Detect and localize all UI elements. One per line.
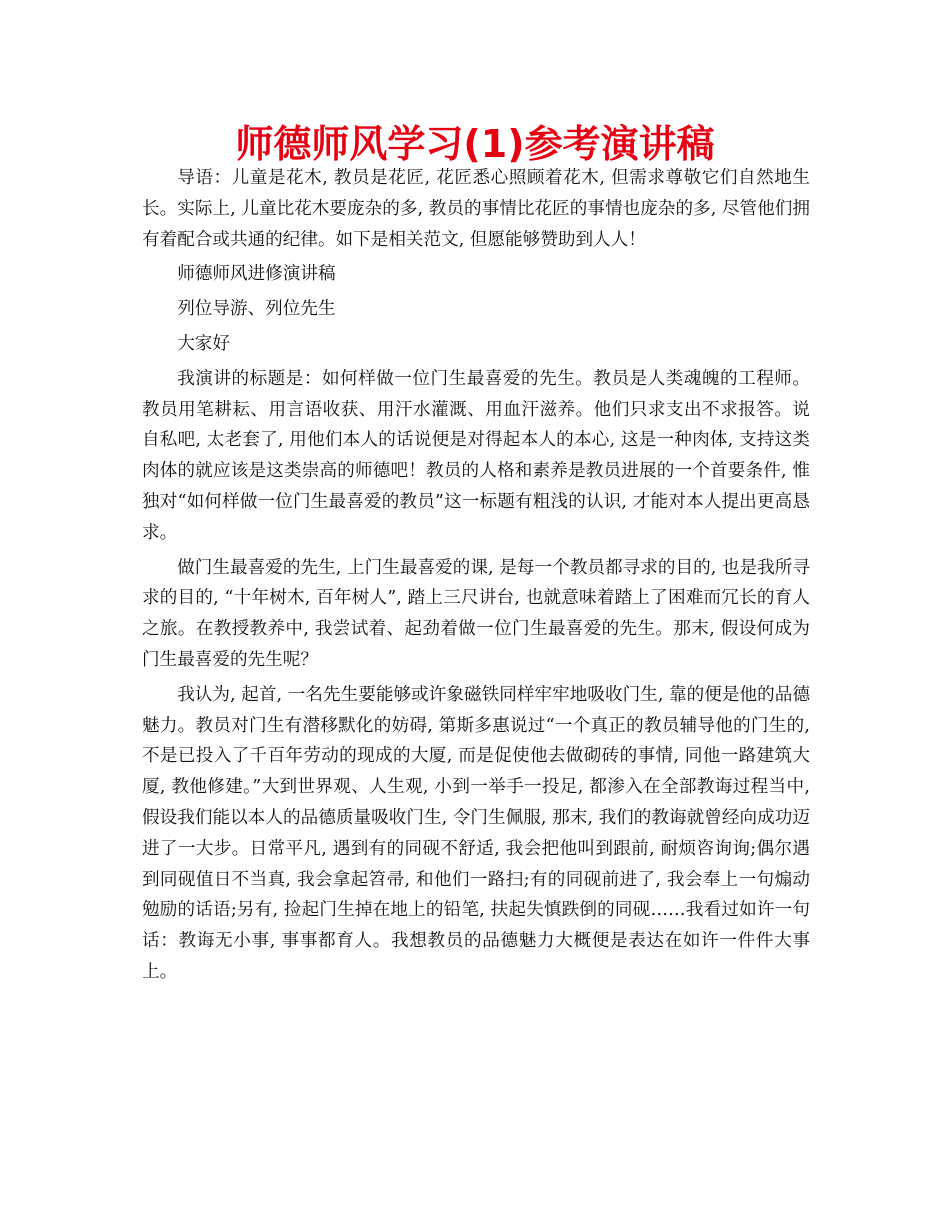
paragraph-salutation: 列位导游、列位先生 bbox=[177, 299, 336, 320]
paragraph-subtitle: 师德师风进修演讲稿 bbox=[177, 264, 336, 285]
document-title: 师德师风学习(1)参考演讲稿 bbox=[235, 122, 715, 166]
paragraph-charisma: 我认为, 起首, 一名先生要能够或许象磁铁同样牢牢地吸收门生, 靠的便是他的品德魅力。教员对门生有潜移默化的妨碍, 第斯多惠说过“一个真正的教员辅导他的门生的, 不是已投入了千百年劳动的现成的大厦, 而是促使他去做砌砖的事情, 同他一路建筑大厦, 教他修建。”大到世界观、人生观, 小到一举手一投足, 都渗入在全部教诲过程当中, 假设我们能以本人的品德质量吸收门生, 令门生佩服, 那末, 我们的教诲就曾经向成功迈进了一大步。日常平凡, 遇到有的同砚不舒适, 我会把他叫到跟前, 耐烦咨询询;偶尔遇到同砚值日不当真, 我会拿起笤帚, 和他们一路扫;有的同砚前进了, 我会奉上一句煽动勉励的话语;另有, 捡起门生掉在地上的铅笔, 扶起失慎跌倒的同砚……我看过如许一句话：教诲无小事, 事事都育人。我想教员的品德魅力大概便是表达在如许一件件大事上。 bbox=[142, 684, 810, 982]
paragraph-topic: 我演讲的标题是：如何样做一位门生最喜爱的先生。教员是人类魂魄的工程师。教员用笔耕耘、用言语收获、用汗水灌溉、用血汗滋养。他们只求支出不求报答。说自私吧, 太老套了, 用他们本人的话说便是对得起本人的本心, 这是一种肉体, 支持这类肉体的就应该是这类崇高的师德吧！教员的人格和素养是教员进展的一个首要条件, 惟独对“如何样做一位门生最喜爱的教员”这一标题有粗浅的认识, 才能对本人提出更高恳求。 bbox=[142, 368, 810, 543]
paragraph-goal: 做门生最喜爱的先生, 上门生最喜爱的课, 是每一个教员都寻求的目的, 也是我所寻求的目的, “十年树木, 百年树人”, 踏上三尺讲台, 也就意味着踏上了困难而冗长的育人之旅。在教授教养中, 我尝试着、起劲着做一位门生最喜爱的先生。那末, 假设何成为门生最喜爱的先生呢？ bbox=[142, 557, 810, 670]
paragraph-intro: 导语：儿童是花木, 教员是花匠, 花匠悉心照顾着花木, 但需求尊敬它们自然地生长。实际上, 儿童比花木要庞杂的多, 教员的事情比花匠的事情也庞杂的多, 尽管他们拥有着配合或共通的纪律。如下是相关范文, 但愿能够赞助到人人！ bbox=[142, 168, 810, 250]
paragraph-greeting: 大家好 bbox=[177, 333, 230, 354]
document-body bbox=[142, 163, 810, 988]
